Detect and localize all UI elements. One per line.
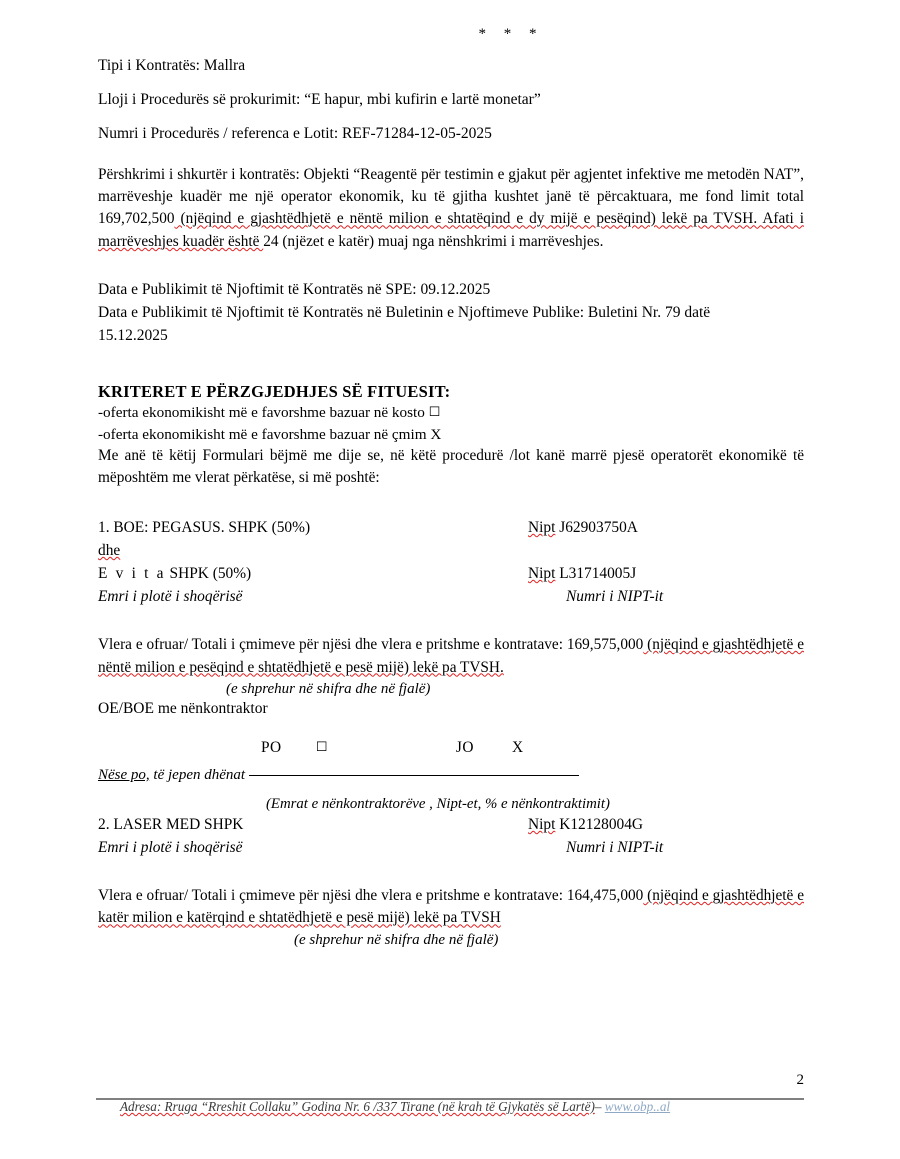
operator-2-value-note: (e shprehur në shifra dhe në fjalë)	[294, 931, 499, 948]
operator-2-name: 2. LASER MED SHPK	[98, 815, 244, 833]
nipt-value: K12128004G	[559, 815, 644, 833]
operator-2-caption-row	[98, 836, 804, 859]
footer-address	[120, 1099, 820, 1115]
checkbox-unchecked-icon[interactable]: ☐	[428, 404, 441, 420]
subcontractor-label: OE/BOE me nënkontraktor	[98, 699, 268, 717]
footer-website-link[interactable]: www.obp..al	[604, 1099, 671, 1114]
footer-address-text: Adresa: Rruga “Rreshit Collaku” Godina Nr. 6 /337 Tirane (në krah të Gjykatës së Lartë)	[120, 1099, 595, 1114]
operator-1-value-note: (e shprehur në shifra dhe në fjalë)	[226, 680, 431, 697]
nipt-label: Nipt	[528, 564, 556, 582]
operator-1-partner-name	[98, 562, 528, 585]
subcontractor-choice-row	[98, 739, 804, 757]
subcontractor-no-label: JO	[455, 738, 474, 756]
publication-bulletin-date: 15.12.2025	[98, 327, 168, 344]
form-intro-paragraph: Me anë të këtij Formulari bëjmë me dije se, në këtë procedurë /lot kanë marrë pjesë operatorët ekonomikë të mëposhtëm me vlerat përkatëse, si më poshtë:	[98, 447, 804, 487]
nipt-value: L31714005J	[559, 564, 637, 582]
nipt-label: Nipt	[528, 815, 556, 833]
subcontractor-if-yes-row	[98, 767, 804, 784]
subcontractor-if-yes-underlined: Nëse po,	[98, 766, 150, 783]
offered-value-intro: Vlera e ofruar/ Totali i çmimeve për njësi dhe vlera e pritshme e kontratave:	[98, 636, 567, 654]
section-separator: * * *	[478, 26, 544, 42]
description-duration-months: 24	[263, 232, 279, 250]
offered-value-amount: 164,475,000	[566, 887, 644, 904]
document-body	[98, 26, 804, 949]
publication-bulletin-line1: Data e Publikimit të Njoftimit të Kontratës në Buletinin e Njoftimeve Publike: Buletini Nr. 79 datë	[98, 304, 711, 322]
operator-1-conjunction: dhe	[98, 541, 121, 559]
criteria-option-price-label: -oferta ekonomikisht më e favorshme bazuar në çmim	[98, 425, 427, 443]
caption-nipt-number: Numri i NIPT-it	[566, 838, 664, 856]
operator-1-partner-name-spaced: E v i t a	[98, 564, 166, 582]
offered-value-amount: 169,575,000	[566, 636, 644, 654]
subcontractor-yes-label: PO	[261, 738, 282, 756]
nipt-label: Nipt	[528, 518, 556, 536]
subcontractor-blank-field[interactable]	[249, 775, 579, 776]
page-number: 2	[796, 1072, 804, 1088]
operator-1-offered-value	[98, 634, 804, 679]
criteria-option-cost-label: -oferta ekonomikisht më e favorshme bazuar në kosto	[98, 403, 425, 421]
operator-2-nipt	[528, 813, 804, 836]
subcontractor-if-yes-rest: të jepen dhënat	[149, 766, 246, 783]
subcontractor-no-checkbox-mark[interactable]: X	[511, 738, 524, 756]
operator-2-offered-value	[98, 885, 804, 930]
operator-2-name-row	[98, 813, 804, 836]
operator-1-name-row	[98, 516, 804, 539]
operator-1-name: 1. BOE: PEGASUS. SHPK (50%)	[98, 518, 311, 536]
criteria-option-price	[98, 424, 804, 446]
field-contract-type: Tipi i Kontratës: Mallra	[98, 57, 246, 74]
criteria-heading: KRITERET E PËRZGJEDHJES SË FITUESIT:	[98, 381, 451, 401]
description-text-part3: (njëzet e katër) muaj nga nënshkrimi i marrëveshjes.	[278, 232, 604, 250]
field-procedure-reference: Numri i Procedurës / referenca e Lotit: REF-71284-12-05-2025	[98, 124, 492, 142]
offered-value-intro: Vlera e ofruar/ Totali i çmimeve për njësi dhe vlera e pritshme e kontratave:	[98, 887, 567, 904]
caption-company-name: Emri i plotë i shoqërisë	[98, 838, 243, 856]
description-text-part1: Përshkrimi i shkurtër i kontratës: Objekti “Reagentë për testimin e gjakut për agjentet infektive me metodën NAT”, marrëveshje kuadër me një operator ekonomik, ku të gjitha kushtet janë të përcaktuara, me fond limit total	[98, 165, 804, 206]
publication-date-bulletin	[98, 302, 804, 325]
footer-dash: –	[594, 1099, 605, 1114]
field-procedure-type: Lloji i Procedurës së prokurimit: “E hapur, mbi kufirin e lartë monetar”	[98, 90, 541, 108]
nipt-value: J62903750A	[559, 518, 638, 536]
criteria-option-cost	[98, 402, 804, 424]
offered-value-words: (njëqind e gjashtëdhjetë e nëntë milion e pesëqind e shtatëdhjetë e pesë mijë) lekë pa TVSH.	[98, 636, 804, 676]
operator-1-nipt-2	[528, 562, 804, 585]
publication-date-spe: Data e Publikimit të Njoftimit të Kontratës në SPE: 09.12.2025	[98, 281, 491, 299]
caption-nipt-number: Numri i NIPT-it	[566, 588, 664, 606]
description-text-part2: (njëqind e gjashtëdhjetë e nëntë milion e shtatëqind e dy mijë e pesëqind) lekë pa TVSH. Afati i marrëveshjes kuadër është	[98, 210, 804, 250]
description-fund-limit: 169,702,500	[98, 210, 175, 228]
subcontractor-note: (Emrat e nënkontraktorëve , Nipt-et, % e nënkontraktimit)	[266, 795, 610, 812]
checkbox-checked-mark[interactable]: X	[430, 425, 442, 443]
operator-1-partner-name-suffix: SHPK (50%)	[165, 564, 252, 582]
operator-1-nipt-1	[528, 516, 804, 539]
operator-1-partner-row	[98, 562, 804, 585]
subcontractor-yes-checkbox-icon[interactable]: ☐	[315, 739, 328, 755]
operator-1-conjunction-row	[98, 539, 804, 562]
operator-1-caption-row	[98, 585, 804, 608]
contract-description	[98, 164, 804, 253]
offered-value-words: (njëqind e gjashtëdhjetë e katër milion e katërqind e shtatëdhjetë e pesë mijë) lekë pa TVSH	[98, 887, 804, 927]
caption-company-name: Emri i plotë i shoqërisë	[98, 588, 243, 606]
